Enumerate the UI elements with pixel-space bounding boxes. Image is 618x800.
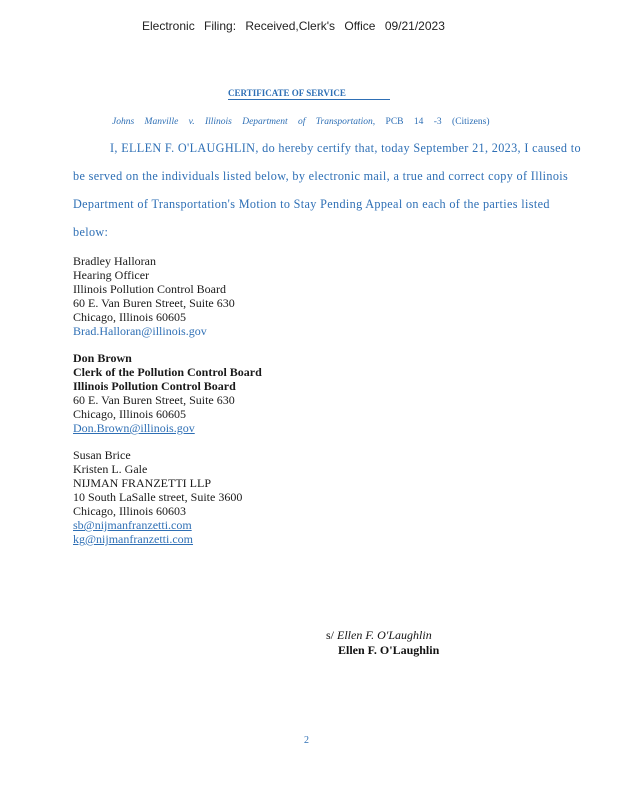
- case-name: Johns Manville v. Illinois Department of Transportation: [112, 117, 373, 127]
- recipient-title: Hearing Officer: [73, 268, 150, 282]
- case-number: , PCB 14 -3 (Citizens): [372, 117, 490, 127]
- recipient-name: Susan Brice: [73, 448, 131, 462]
- recipient-block-nijman: [73, 448, 242, 546]
- recipient-city: Chicago, Illinois 60603: [73, 504, 186, 518]
- signature-block: [326, 628, 439, 658]
- signature-prefix: s/: [326, 628, 335, 642]
- recipient-city: Chicago, Illinois 60605: [73, 310, 186, 324]
- recipient-block-halloran: [73, 254, 235, 338]
- recipient-street: 10 South LaSalle street, Suite 3600: [73, 490, 243, 504]
- recipient-email-link[interactable]: Don.Brown@illinois.gov: [73, 421, 195, 435]
- body-line-1: I, ELLEN F. O'LAUGHLIN, do hereby certify that, today September 21, 2023, I caused to: [110, 141, 581, 155]
- recipient-name: Don Brown: [73, 351, 132, 365]
- certificate-title: CERTIFICATE OF SERVICE: [228, 88, 346, 98]
- recipient-email-link[interactable]: Brad.Halloran@illinois.gov: [73, 324, 207, 338]
- filing-stamp: Electronic Filing: Received,Clerk's Office 09/21/2023: [142, 19, 445, 33]
- recipient-street: 60 E. Van Buren Street, Suite 630: [73, 393, 235, 407]
- page-number: 2: [304, 735, 309, 746]
- recipient-email-link[interactable]: sb@nijmanfranzetti.com: [73, 518, 192, 532]
- recipient-street: 60 E. Van Buren Street, Suite 630: [73, 296, 235, 310]
- title-underline: [228, 99, 390, 100]
- body-line-3: Department of Transportation's Motion to Stay Pending Appeal on each of the parties listed: [73, 197, 550, 211]
- recipient-title: Clerk of the Pollution Control Board: [73, 365, 262, 379]
- body-line-2: be served on the individuals listed below, by electronic mail, a true and correct copy of Illinois: [73, 169, 569, 183]
- recipient-organization: Illinois Pollution Control Board: [73, 282, 227, 296]
- case-caption: [112, 117, 490, 127]
- body-line-4: below:: [73, 225, 109, 239]
- recipient-organization: Illinois Pollution Control Board: [73, 379, 236, 393]
- recipient-city: Chicago, Illinois 60605: [73, 407, 186, 421]
- recipient-name: Bradley Halloran: [73, 254, 156, 268]
- recipient-email-link-2[interactable]: kg@nijmanfranzetti.com: [73, 532, 194, 546]
- recipient-block-brown: [73, 351, 262, 435]
- recipient-organization: NIJMAN FRANZETTI LLP: [73, 476, 211, 490]
- recipient-name-2: Kristen L. Gale: [73, 462, 148, 476]
- signature-printed-name: Ellen F. O'Laughlin: [338, 643, 440, 657]
- signature-name: Ellen F. O'Laughlin: [337, 628, 432, 642]
